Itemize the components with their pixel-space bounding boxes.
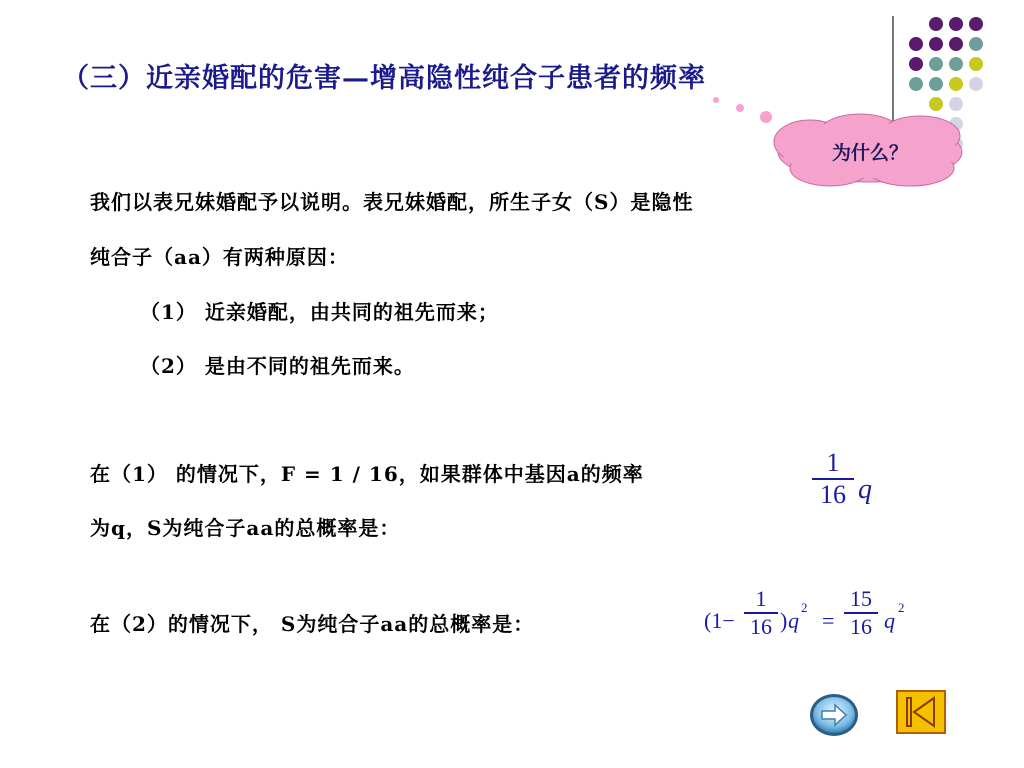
decor-dot bbox=[909, 37, 923, 51]
decor-dot bbox=[949, 57, 963, 71]
decor-dot bbox=[949, 37, 963, 51]
decor-dot bbox=[969, 77, 983, 91]
case1-line-1: 在（1） 的情况下，F = 1 / 16，如果群体中基因a的频率 bbox=[90, 462, 644, 486]
formula-case1 bbox=[812, 448, 892, 534]
formula2-rhs-exponent: 2 bbox=[898, 600, 905, 615]
formula1-denominator: 16 bbox=[820, 479, 846, 509]
skip-to-end-icon bbox=[898, 692, 944, 732]
formula2-rhs-numerator: 15 bbox=[850, 586, 872, 611]
decor-dot bbox=[929, 77, 943, 91]
formula2-open: (1− bbox=[704, 608, 735, 633]
callout-text: 为什么？ bbox=[831, 142, 908, 164]
decor-dot bbox=[929, 57, 943, 71]
end-show-button[interactable] bbox=[896, 690, 946, 734]
formula2-numerator: 1 bbox=[755, 586, 767, 611]
reason-2: （2） 是由不同的祖先而来。 bbox=[140, 354, 415, 378]
case1-line-2: 为q，S为纯合子aa的总概率是： bbox=[90, 516, 401, 540]
decor-dot bbox=[949, 17, 963, 31]
decor-dot bbox=[929, 97, 943, 111]
formula1-numerator: 1 bbox=[826, 448, 840, 477]
decor-dot bbox=[949, 77, 963, 91]
decor-dot bbox=[909, 57, 923, 71]
formula1-variable: q bbox=[858, 474, 872, 505]
decor-divider bbox=[892, 16, 894, 126]
decor-dot bbox=[929, 17, 943, 31]
formula2-rhs-variable: q bbox=[884, 608, 895, 633]
reason-1: （1） 近亲婚配，由共同的祖先而来； bbox=[140, 300, 499, 324]
decor-dot bbox=[929, 37, 943, 51]
case2-line-1: 在（2）的情况下， S为纯合子aa的总概率是： bbox=[90, 612, 535, 636]
callout-tail bbox=[700, 90, 780, 130]
intro-line-2: 纯合子（aa）有两种原因： bbox=[90, 245, 349, 269]
formula2-equals: = bbox=[822, 608, 835, 633]
decor-dot bbox=[949, 97, 963, 111]
next-slide-button[interactable] bbox=[808, 692, 860, 738]
formula2-variable: q bbox=[788, 608, 799, 633]
slide-title: （三）近亲婚配的危害—增高隐性纯合子患者的频率 bbox=[62, 63, 706, 94]
decor-dot bbox=[969, 37, 983, 51]
decor-dot bbox=[969, 57, 983, 71]
intro-line-1: 我们以表兄妹婚配予以说明。表兄妹婚配，所生子女（S）是隐性 bbox=[90, 190, 694, 214]
decor-dot bbox=[969, 17, 983, 31]
decor-dot bbox=[909, 77, 923, 91]
formula2-denominator: 16 bbox=[750, 613, 772, 639]
formula2-exponent: 2 bbox=[801, 600, 808, 615]
formula-case2 bbox=[704, 586, 914, 658]
formula2-rhs-denominator: 16 bbox=[850, 613, 872, 639]
formula2-close: ) bbox=[780, 608, 788, 633]
